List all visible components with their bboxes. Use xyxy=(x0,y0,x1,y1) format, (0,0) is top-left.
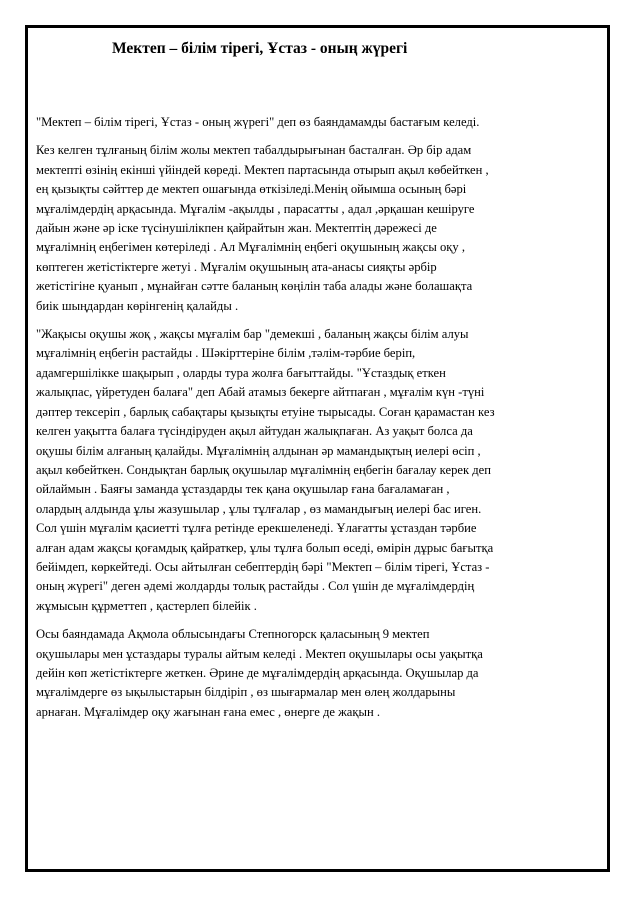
text-line: "Жақысы оқушы жоқ , жақсы мұғалім бар "демекші , баланың жақсы білім алуы xyxy=(36,327,469,342)
text-line: мұғалімдердің арқасында. Мұғалім -ақылды , парасатты , адал ,әрқашан кешіруге xyxy=(36,201,475,216)
text-line: арнаған. Мұғалімдер оқу жағынан ғана емес , өнерге де жақын . xyxy=(36,704,381,719)
text-line: Кез келген тұлғаның білім жолы мектеп табалдырығынан басталған. Әр бір адам xyxy=(36,143,472,158)
text-line: мектепті өзінің екінші үйіндей көреді. Мектеп партасында отырып ақыл көбейткен , xyxy=(36,162,489,177)
text-line: биік шыңдардан көрінгенің қалайды . xyxy=(36,298,239,313)
document-body xyxy=(36,113,604,731)
text-line: келген уақытта балаға түсіндіруден ақыл айтудан жалықпаған. Аз уақыт болса да xyxy=(36,424,473,439)
text-line: оқушылары мен ұстаздары туралы айтым келеді . Мектеп оқушылары осы уақытқа xyxy=(36,646,483,661)
text-line: мұғалімнің еңбегімен көтеріледі . Ал Мұғалімнің еңбегі оқушының жақсы оқу , xyxy=(36,240,465,255)
text-line: адамгершілікке шақырып , оларды тура жолға бағыттайды. "Ұстаздық еткен xyxy=(36,365,446,380)
text-line: бейімдеп, көркейтеді. Осы айтылған себептердің бәрі "Мектеп – білім тірегі, Ұстаз - xyxy=(36,559,490,574)
text-line: жетістігіне қуанып , мұнайған сәтте баланың көңілін таба алады және болашақта xyxy=(36,279,473,294)
paragraph-good-teacher xyxy=(36,325,604,616)
text-line: жалықпас, үйретуден балаға" деп Абай атамыз бекерге айтпаған , мұғалім күн -түні xyxy=(36,385,485,400)
text-line: мұғалімнің еңбегін растайды . Шәкірттеріне білім ,тәлім-тәрбие беріп, xyxy=(36,346,416,361)
text-line: Сол үшін мұғалім қасиетті тұлға ретінде ерекшеленеді. Ұлағатты ұстаздан тәрбие xyxy=(36,521,477,536)
document-title: Мектеп – білім тірегі, Ұстаз - оның жүрегі xyxy=(112,40,408,57)
text-line: оқушы білім алғаның қалайды. Мұғалімнің алдынан әр мамандықтың иелері өсіп , xyxy=(36,443,481,458)
text-line: ең қызықты сәйттер де мектеп ошағында өткізіледі.Менің ойымша осының бәрі xyxy=(36,182,467,197)
text-line: Осы баяндамада Ақмола облысындағы Степногорск қаласының 9 мектеп xyxy=(36,627,430,642)
text-line: олардың алдында ұлы жазушылар , ұлы тұлғалар , өз мамандығың иелері бас иген. xyxy=(36,501,482,516)
text-line: дәптер тексеріп , барлық сабақтары қызықты етуіне тырысады. Соған қарамастан кез xyxy=(36,404,495,419)
paragraph-school-path xyxy=(36,141,604,316)
text-line: алған адам жақсы қоғамдық қайраткер, ұлы тұлға болып өседі, өмірін дұрыс бағытқа xyxy=(36,540,494,555)
text-line: оның жүрегі" деген әдемі жолдарды толық растайды . Сол үшін де мұғалімдердің xyxy=(36,579,475,594)
paragraph-stepnogorsk xyxy=(36,625,604,722)
text-line: "Мектеп – білім тірегі, Ұстаз - оның жүрегі" деп өз баяндамамды бастағым келеді. xyxy=(36,115,480,129)
text-line: ақыл көбейткен. Сондықтан барлық оқушылар мұғалімнің еңбегін бағалау керек деп xyxy=(36,462,491,477)
text-line: мұғалімдерге өз ықылыстарын білдіріп , өз шығармалар мен өлең жолдарыны xyxy=(36,685,456,700)
paragraph-intro xyxy=(36,113,604,132)
text-line: жұмысын құрметтеп , қастерлеп білейік . xyxy=(36,598,257,613)
text-line: дайын және әр іске түсінушілікпен қайрайтын жан. Мектептің дәрежесі де xyxy=(36,221,437,236)
text-line: көптеген жетістіктерге жетуі . Мұғалім оқушының ата-анасы сияқты әрбір xyxy=(36,259,437,274)
text-line: дейін көп жетістіктерге жеткен. Әрине де мұғалімдердің арқасында. Оқушылар да xyxy=(36,665,479,680)
text-line: ойлаймын . Баяғы заманда ұстаздарды тек қана оқушылар ғана бағаламаған , xyxy=(36,482,450,497)
